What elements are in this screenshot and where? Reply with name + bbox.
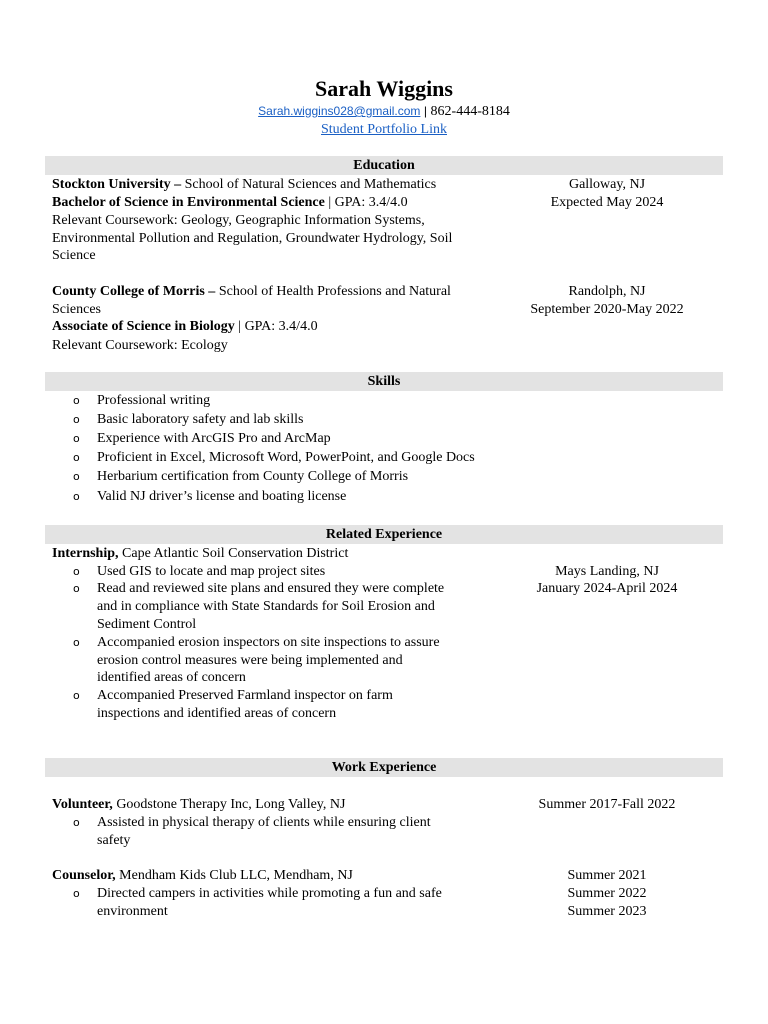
skill-item: Professional writing <box>97 393 211 408</box>
stockton-school-rest: School of Natural Sciences and Mathematics <box>181 177 437 192</box>
work-experience-heading: Work Experience <box>45 758 723 777</box>
internship-date: January 2024-April 2024 <box>536 581 678 596</box>
stockton-school-line <box>52 176 436 194</box>
ccm-school-rest: School of Health Professions and Natural <box>215 284 451 299</box>
stockton-degree-line <box>52 194 408 212</box>
ccm-coursework: Relevant Coursework: Ecology <box>52 338 228 353</box>
ccm-school-line <box>52 283 451 301</box>
volunteer-date: Summer 2017-Fall 2022 <box>538 797 676 812</box>
related-experience-heading: Related Experience <box>45 525 723 544</box>
counselor-date: Summer 2023 <box>567 904 647 919</box>
bullet-marker: o <box>73 451 80 464</box>
education-heading: Education <box>45 156 723 175</box>
bullet-marker: o <box>73 413 80 426</box>
stockton-gpa: | GPA: 3.4/4.0 <box>324 195 408 210</box>
bullet-marker: o <box>73 636 80 649</box>
contact-line <box>0 102 768 121</box>
volunteer-bullet-line: safety <box>97 833 131 848</box>
bullet-marker: o <box>73 565 80 578</box>
portfolio-link[interactable]: Student Portfolio Link <box>321 122 447 137</box>
volunteer-org: Goodstone Therapy Inc, Long Valley, NJ <box>112 797 346 812</box>
counselor-date: Summer 2021 <box>567 868 647 883</box>
internship-bullet-line: identified areas of concern <box>97 670 246 685</box>
ccm-gpa: | GPA: 3.4/4.0 <box>234 319 318 334</box>
bullet-marker: o <box>73 432 80 445</box>
ccm-school-name: County College of Morris – <box>52 284 216 299</box>
volunteer-role: Volunteer, <box>52 797 113 812</box>
skill-item: Experience with ArcGIS Pro and ArcMap <box>97 431 331 446</box>
skill-item: Basic laboratory safety and lab skills <box>97 412 304 427</box>
bullet-marker: o <box>73 490 80 503</box>
stockton-location: Galloway, NJ <box>568 177 646 192</box>
bullet-marker: o <box>73 816 80 829</box>
internship-line <box>52 545 348 563</box>
stockton-coursework-3: Science <box>52 248 96 263</box>
bullet-marker: o <box>73 470 80 483</box>
bullet-marker: o <box>73 887 80 900</box>
bullet-marker: o <box>73 689 80 702</box>
stockton-school-name: Stockton University – <box>52 177 182 192</box>
stockton-coursework-1: Relevant Coursework: Geology, Geographic Information Systems, <box>52 213 425 228</box>
internship-org: Cape Atlantic Soil Conservation District <box>118 546 349 561</box>
ccm-school-rest-2: Sciences <box>52 302 101 317</box>
contact-separator: | <box>423 104 428 118</box>
bullet-marker: o <box>73 394 80 407</box>
counselor-role: Counselor, <box>52 868 116 883</box>
counselor-date: Summer 2022 <box>567 886 647 901</box>
internship-bullet-line: Accompanied Preserved Farmland inspector on farm <box>97 688 393 703</box>
skills-heading: Skills <box>45 372 723 391</box>
ccm-degree: Associate of Science in Biology <box>52 319 235 334</box>
skill-item: Proficient in Excel, Microsoft Word, PowerPoint, and Google Docs <box>97 450 475 465</box>
volunteer-bullet-line: Assisted in physical therapy of clients while ensuring client <box>97 815 431 830</box>
internship-bullet-line: Read and reviewed site plans and ensured they were complete <box>97 581 445 596</box>
stockton-coursework-2: Environmental Pollution and Regulation, Groundwater Hydrology, Soil <box>52 231 453 246</box>
ccm-degree-line <box>52 318 318 336</box>
ccm-location: Randolph, NJ <box>568 284 646 299</box>
counselor-bullet-line: Directed campers in activities while promoting a fun and safe <box>97 886 442 901</box>
resume-name: Sarah Wiggins <box>315 76 453 101</box>
internship-bullet-line: Accompanied erosion inspectors on site inspections to assure <box>97 635 440 650</box>
ccm-date: September 2020-May 2022 <box>530 302 684 317</box>
internship-location: Mays Landing, NJ <box>555 564 659 579</box>
email-link[interactable]: Sarah.wiggins028@gmail.com <box>258 104 421 118</box>
internship-bullet-line: Used GIS to locate and map project sites <box>97 564 326 579</box>
counselor-bullet-line: environment <box>97 904 168 919</box>
internship-bullet-line: and in compliance with State Standards for Soil Erosion and <box>97 599 435 614</box>
bullet-marker: o <box>73 582 80 595</box>
internship-bullet-line: erosion control measures were being implemented and <box>97 653 403 668</box>
phone-number: 862-444-8184 <box>430 104 510 119</box>
internship-role: Internship, <box>52 546 119 561</box>
counselor-line <box>52 867 353 885</box>
volunteer-line <box>52 796 345 814</box>
counselor-org: Mendham Kids Club LLC, Mendham, NJ <box>115 868 353 883</box>
internship-bullet-line: Sediment Control <box>97 617 197 632</box>
skill-item: Valid NJ driver’s license and boating license <box>97 489 347 504</box>
stockton-degree: Bachelor of Science in Environmental Science <box>52 195 325 210</box>
skill-item: Herbarium certification from County College of Morris <box>97 469 409 484</box>
stockton-date: Expected May 2024 <box>550 195 664 210</box>
internship-bullet-line: inspections and identified areas of concern <box>97 706 337 721</box>
